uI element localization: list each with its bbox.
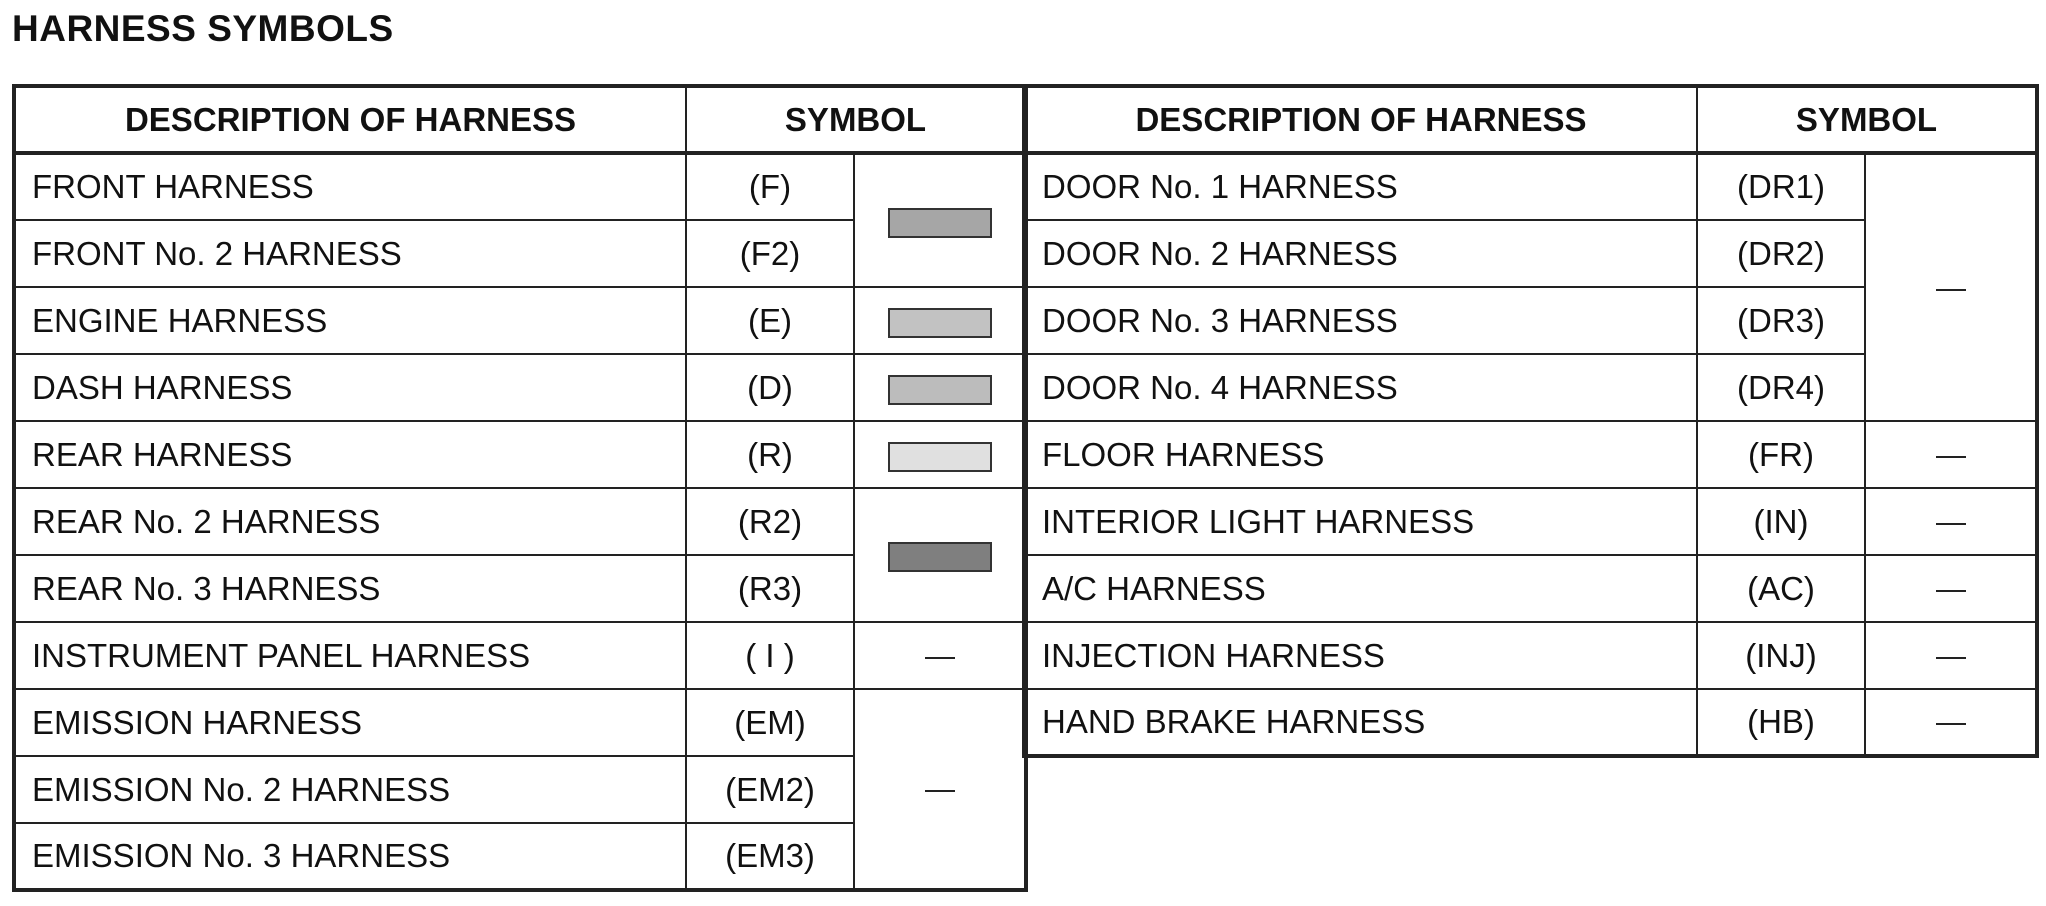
harness-code: (HB) [1697,689,1865,756]
harness-code: (EM) [686,689,854,756]
harness-code: (D) [686,354,854,421]
table-row [1024,421,2037,488]
symbol-cell [1865,555,2037,622]
symbol-header: SYMBOL [686,86,1026,153]
engine-harness-swatch [888,308,992,338]
symbol-cell [1865,153,2037,421]
harness-code: (EM2) [686,756,854,823]
harness-table-left [12,84,1028,892]
no-symbol-dash [1936,723,1966,725]
harness-description: ENGINE HARNESS [14,287,686,354]
harness-code: (F) [686,153,854,220]
harness-code: (R) [686,421,854,488]
symbol-cell [854,622,1026,689]
harness-code: (R3) [686,555,854,622]
harness-code: (IN) [1697,488,1865,555]
description-header: DESCRIPTION OF HARNESS [14,86,686,153]
harness-description: REAR No. 2 HARNESS [14,488,686,555]
table-row [1024,153,2037,220]
table-row [14,488,1026,555]
symbol-cell [1865,421,2037,488]
harness-description: FLOOR HARNESS [1024,421,1697,488]
harness-description: FRONT HARNESS [14,153,686,220]
harness-description: INSTRUMENT PANEL HARNESS [14,622,686,689]
harness-description: EMISSION HARNESS [14,689,686,756]
symbol-cell [854,354,1026,421]
table-row [14,354,1026,421]
harness-code: (EM3) [686,823,854,890]
harness-description: DOOR No. 3 HARNESS [1024,287,1697,354]
table-row [14,421,1026,488]
harness-code: (INJ) [1697,622,1865,689]
no-symbol-dash [925,657,955,659]
symbol-cell [854,287,1026,354]
symbol-cell [854,421,1026,488]
table-row [1024,488,2037,555]
harness-description: DOOR No. 4 HARNESS [1024,354,1697,421]
harness-code: (DR3) [1697,287,1865,354]
rear-harness-swatch [888,442,992,472]
harness-code: (AC) [1697,555,1865,622]
page-title: HARNESS SYMBOLS [12,8,394,49]
no-symbol-dash [1936,657,1966,659]
symbol-cell [1865,488,2037,555]
symbol-cell [854,153,1026,287]
harness-code: (DR2) [1697,220,1865,287]
harness-description: INJECTION HARNESS [1024,622,1697,689]
harness-code: (E) [686,287,854,354]
no-symbol-dash [1936,590,1966,592]
no-symbol-dash [1936,289,1966,291]
harness-description: HAND BRAKE HARNESS [1024,689,1697,756]
symbol-cell [1865,689,2037,756]
description-header: DESCRIPTION OF HARNESS [1024,86,1697,153]
harness-description: INTERIOR LIGHT HARNESS [1024,488,1697,555]
harness-description: DOOR No. 1 HARNESS [1024,153,1697,220]
harness-description: DOOR No. 2 HARNESS [1024,220,1697,287]
harness-description: A/C HARNESS [1024,555,1697,622]
harness-description: EMISSION No. 2 HARNESS [14,756,686,823]
no-symbol-dash [1936,523,1966,525]
symbol-cell [854,488,1026,622]
harness-code: (FR) [1697,421,1865,488]
harness-description: REAR HARNESS [14,421,686,488]
harness-description: REAR No. 3 HARNESS [14,555,686,622]
harness-table-right [1022,84,2039,758]
harness-code: (R2) [686,488,854,555]
rear-2-3-harness-swatch [888,542,992,572]
harness-code: ( I ) [686,622,854,689]
no-symbol-dash [925,790,955,792]
harness-description: FRONT No. 2 HARNESS [14,220,686,287]
dash-harness-swatch [888,375,992,405]
table-row [14,287,1026,354]
harness-description: EMISSION No. 3 HARNESS [14,823,686,890]
table-row [1024,622,2037,689]
table-row [1024,555,2037,622]
harness-code: (F2) [686,220,854,287]
table-header-row [1024,86,2037,153]
table-row [14,622,1026,689]
no-symbol-dash [1936,456,1966,458]
table-row [1024,689,2037,756]
symbol-header: SYMBOL [1697,86,2037,153]
symbol-cell [854,689,1026,890]
table-row [14,153,1026,220]
symbol-cell [1865,622,2037,689]
table-header-row [14,86,1026,153]
table-row [14,689,1026,756]
harness-code: (DR1) [1697,153,1865,220]
harness-description: DASH HARNESS [14,354,686,421]
front-harness-swatch [888,208,992,238]
harness-code: (DR4) [1697,354,1865,421]
